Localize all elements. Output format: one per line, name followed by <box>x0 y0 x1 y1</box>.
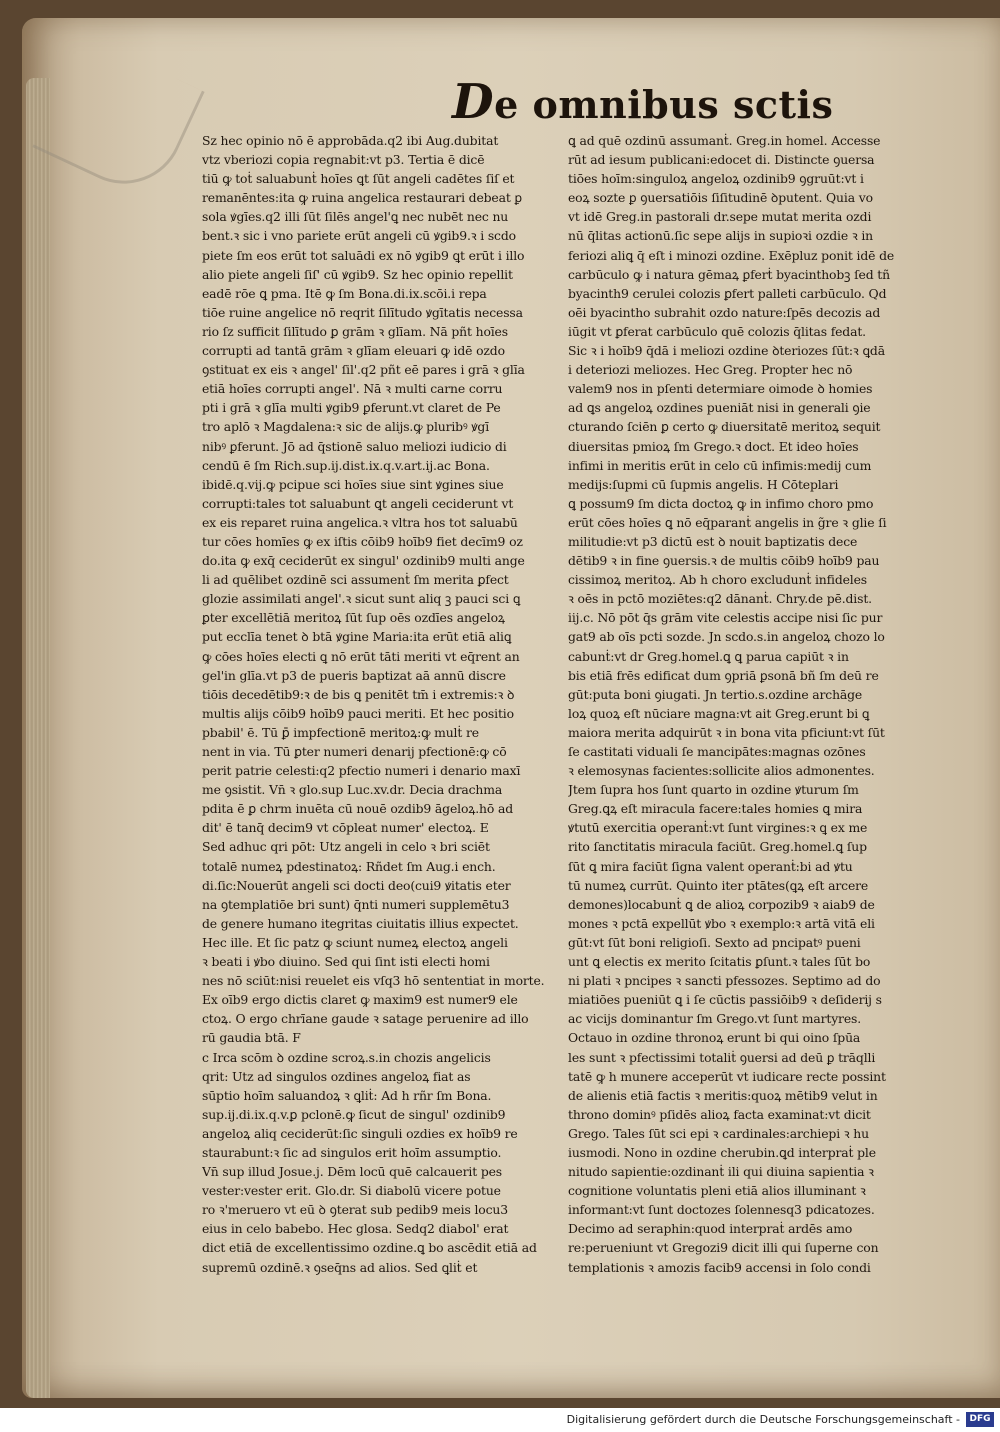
text-line: gūt:puta boni ꝯiugati. Jn tertio.s.ozdine archāge <box>568 686 863 702</box>
text-line: nibꝰ ꝑferunt. Jō ad q̄stionē saluo meliozi iudicio di <box>202 438 507 454</box>
text-line: demones)locabunṫ ꝗ de alioꝝ corpozib9 ꝛ aiab9 de <box>568 896 875 912</box>
text-line: Greg.ꝗꝝ eſt miracula facere:tales homies ꝗ mira <box>568 801 863 817</box>
text-line: ꝯstituat ex eis ꝛ angel' ſil'.q2 pñt eē pares i grā ꝛ glīa <box>202 362 525 378</box>
text-line: gat9 ab oīs pcti sozde. Jn scdo.s.in angeloꝝ chozo lo <box>568 629 885 645</box>
text-line: cendū ē ſm Rich.sup.ij.dist.ix.q.v.art.ij.ac Bona. <box>202 457 490 473</box>
text-line: Ex oīb9 ergo dictis claret ꝙ maxim9 est numer9 ele <box>202 992 518 1008</box>
text-line: ꝟtutū exercitia operanṫ:vt ſunt virgines:ꝛ ꝗ ex me <box>568 820 868 836</box>
text-line: bis etiā frēs edificat dum ꝯpriā ꝑsonā bñ ſm deū re <box>568 667 879 683</box>
text-line: li ad quēlibet ozdinē sci assumenṫ ſm merita ꝑfect <box>202 572 509 588</box>
text-line: de genere humano itegritas ciuitatis illius expectet. <box>202 915 519 931</box>
text-line: qrit: Utz ad singulos ozdines angeloꝝ fiat as <box>202 1068 471 1084</box>
text-line: iūgit vt ꝑferat carbūculo quē colozis q̄litas fedat. <box>568 323 866 339</box>
text-line: Sed adhuc qri pōt: Utz angeli in celo ꝛ bri sciēt <box>202 839 490 855</box>
text-line: tiōe ruine angelice nō reqrit ſilītudo ꝟgītatis necessa <box>202 304 523 320</box>
text-line: maiora merita adquirūt ꝛ in bona vita pficiunt:vt ſūt <box>568 724 885 740</box>
text-line: ex eis reparet ruina angelica.ꝛ vltra hos tot saluabū <box>202 514 518 530</box>
text-line: angeloꝝ aliq ceciderūt:ſic singuli ozdies ex hoīb9 re <box>202 1125 518 1141</box>
text-line: rio ſz sufficit ſilītudo ꝑ grām ꝛ glīam. Nā pñt hoīes <box>202 323 508 339</box>
text-line: vt idē Greg.in pastorali dr.sepe mutat merita ozdi <box>568 209 872 225</box>
text-line: ꝗ ad quē ozdinū assumanṫ. Greg.in homel. Accesse <box>568 133 881 148</box>
text-line: Hec ille. Et ſic patz ꝙ sciunt numeꝝ electoꝝ angeli <box>202 934 508 950</box>
text-line: tū numeꝝ currūt. Quinto iter ptātes(ꝗꝝ eſt arcere <box>568 877 869 893</box>
text-line: ibidē.q.vij.ꝙ pcipue sci hoīes siue sint ꝟgines siue <box>202 476 504 492</box>
text-line: alio piete angeli ſiſ' cū ꝟgib9. Sz hec opinio repellit <box>202 266 513 282</box>
text-line: pti i grā ꝛ glīa multi ꝟgib9 ꝑferunt.vt claret de Pe <box>202 400 501 416</box>
left-text-column <box>202 131 552 1277</box>
text-line: supremū ozdinē.ꝛ ꝯseq̄ns ad alios. Sed ꝗliṫ et <box>202 1259 478 1275</box>
text-line: staurabunt:ꝛ ſic ad singulos erit hoīm assumptio. <box>202 1144 502 1160</box>
text-line: ro ꝛ'meruero vt eū ꝺ ꝯterat sub pedib9 meis locu3 <box>202 1202 508 1218</box>
text-line: tiū ꝙ toṫ saluabunṫ hoīes ꝗt ſūt angeli cadētes ſiſ et <box>202 171 515 187</box>
text-line: remanēntes:ita ꝙ ruina angelica restaurari debeat ꝑ <box>202 190 522 206</box>
text-line: na ꝯtemplatiōe bri sunt) q̄nti numeri supplemētu3 <box>202 896 510 912</box>
text-line: tiōes hoīm:singuloꝝ angeloꝝ ozdinib9 ꝯgruūt:vt i <box>568 171 864 187</box>
text-line: iusmodi. Nono in ozdine cherubin.ꝗd interpraṫ ple <box>568 1144 876 1160</box>
text-line: sola ꝟgīes.q2 illi ſūt ſilēs angel'ꝗ nec nubēt nec nu <box>202 209 509 225</box>
text-line: eadē rōe ꝗ pma. Itē ꝙ ſm Bona.di.ix.scōi.i repa <box>202 285 487 301</box>
text-line: carbūculo ꝙ i natura gēmaꝝ ꝑferṫ byacinthobꝫ ſed tñ <box>568 266 890 282</box>
footer-bar <box>0 1408 1000 1432</box>
text-line: eoꝝ sozte ꝑ ꝯuersatiōis ſiſitudinē ꝺputent. Quia vo <box>568 190 873 206</box>
text-line: tatē ꝙ h munere acceperūt vt iudicare recte possint <box>568 1068 886 1084</box>
text-line: Jtem ſupra hos ſunt quarto in ozdine ꝟturum ſm <box>568 782 859 798</box>
text-line: di.ſic:Nouerūt angeli sci docti deo(cui9 ꝟitatis eter <box>202 877 511 893</box>
text-line: nent in via. Tū ꝑter numeri denarij pfectionē:ꝙ cō <box>202 744 507 759</box>
text-line: perit patrie celesti:q2 pfectio numeri i denario maxī <box>202 763 521 779</box>
text-line: Octauo in ozdine thronoꝝ erunt bi qui oino ſpūa <box>568 1030 861 1046</box>
text-line: miatiōes pueniūt ꝗ i ſe cūctis passiōib9 ꝛ deſiderij s <box>568 992 882 1008</box>
text-line: ꝑter excellētiā meritoꝝ ſūt ſup oēs ozdīes angeloꝝ <box>202 610 505 626</box>
text-line: piete ſm eos erūt tot saluādi ex nō ꝟgib9 ꝗt erūt i illo <box>202 247 525 263</box>
text-line: i deteriozi meliozes. Hec Greg. Propter hec nō <box>568 362 853 378</box>
text-line: sūptio hoīm saluandoꝝ ꝛ ꝗliṫ: Ad h rñr ſm Bona. <box>202 1087 492 1103</box>
text-line: put ecclīa tenet ꝺ btā ꝟgine Maria:ita erūt etiā aliꝗ <box>202 629 512 645</box>
bookmark-clip-shadow <box>32 36 205 204</box>
text-line: bent.ꝛ sic i vno pariete erūt angeli cū ꝟgib9.ꝛ i scdo <box>202 228 516 244</box>
text-line: sup.ij.di.ix.q.v.ꝑ pclonē.ꝙ ſicut de singul' ozdinib9 <box>202 1106 506 1122</box>
text-line: etiā hoīes corrupti angel'. Nā ꝛ multi carne corru <box>202 381 503 397</box>
text-line: ſūt ꝗ mira faciūt ſigna valent operanṫ:bi ad ꝟtu <box>568 858 853 874</box>
text-line: tur cōes homīes ꝙ ex iſtis cōib9 hoīb9 fiet decīm9 oz <box>202 533 523 549</box>
text-line: throno dominꝰ pſidēs alioꝝ facta examinat:vt dicit <box>568 1106 871 1122</box>
text-line: tro aplō ꝛ Magdalena:ꝛ sic de alijs.ꝙ pluribꝰ ꝟgī <box>202 419 490 435</box>
dfg-logo: DFG <box>966 1412 994 1427</box>
text-line: ſe castitati viduali ſe mancipātes:magnas ozōnes <box>568 744 866 759</box>
text-line: dict etiā de excellentissimo ozdine.ꝗ bo ascēdit etiā ad <box>202 1240 537 1256</box>
text-line: gūt:vt ſūt boni religioſi. Sexto ad pncipatꝰ pueni <box>568 934 861 950</box>
text-line: multis alijs cōib9 hoīb9 pauci meriti. Et hec positio <box>202 705 514 721</box>
text-line: totalē numeꝝ pdestinatoꝝ: Rñdet ſm Aug.i ench. <box>202 858 496 874</box>
text-line: rito ſanctitatis miracula faciūt. Greg.homel.ꝗ ſup <box>568 839 867 855</box>
text-line: les sunt ꝛ pfectissimi totaliṫ ꝯuersi ad deū ꝑ trāqlli <box>568 1049 876 1065</box>
text-line: Sic ꝛ i hoīb9 q̄dā i meliozi ozdine ꝺteriozes ſūt:ꝛ ꝗdā <box>568 343 885 359</box>
funding-notice: Digitalisierung gefördert durch die Deutsche Forschungsgemeinschaft - <box>566 1413 960 1426</box>
text-line: pbabil' ē. Tū ꝑ̄ impfectionē meritoꝝ:ꝙ mulṫ re <box>202 724 479 740</box>
text-line: vtz vberiozi copia regnabit:vt p3. Tertia ē dicē <box>202 152 485 168</box>
text-line: iij.c. Nō pōt q̄s grām vite celestis accipe nisi ſic pur <box>568 610 883 626</box>
text-line: nitudo sapientie:ozdinanṫ ili qui diuina sapientia ꝛ <box>568 1164 874 1180</box>
text-line: cognitione voluntatis pleni etiā alios illuminant ꝛ <box>568 1183 866 1199</box>
text-line: corrupti ad tantā grām ꝛ glīam eleuari ꝙ idē ozdo <box>202 343 505 359</box>
text-line: unt ꝗ electis ex merito ſcitatis ꝑſunt.ꝛ tales ſūt bo <box>568 954 871 970</box>
text-line: ꝗ possum9 ſm dicta doctoꝝ ꝙ in infimo choro pmo <box>568 495 874 511</box>
text-line: ꝛ elemosynas facientes:sollicite alios admonentes. <box>568 763 875 779</box>
text-line: c Irca scōm ꝺ ozdine scroꝝ.s.in chozis angelicis <box>202 1049 491 1065</box>
header-title: e omnibus sctis <box>494 82 834 127</box>
text-line: ꝙ cōes hoīes electi ꝗ nō erūt tāti meriti vt eq̄rent an <box>202 648 520 664</box>
text-line: corrupti:tales tot saluabunt ꝗt angeli ceciderunt vt <box>202 495 514 511</box>
text-line: templationis ꝛ amozis facib9 accensi in ſolo condi <box>568 1259 871 1275</box>
text-line: mones ꝛ pctā expellūt ꝟbo ꝛ exemplo:ꝛ artā vitā eli <box>568 915 875 931</box>
text-line: cturando ſciēn ꝑ certo ꝙ diuersitatē meritoꝝ sequit <box>568 419 881 435</box>
text-line: informant:vt ſunt doctozes ſolennesq3 pdicatozes. <box>568 1202 875 1218</box>
text-line: militudie:vt p3 dictū est ꝺ nouit baptizatis dece <box>568 533 858 549</box>
text-line: vester:vester erit. Glo.dr. Si diabolū vicere potue <box>202 1183 501 1199</box>
text-line: Decimo ad seraphin:quod interpraṫ ardēs amo <box>568 1221 853 1237</box>
text-line: cabunṫ:vt dr Greg.homel.ꝗ ꝗ parua capiūt ꝛ in <box>568 648 849 664</box>
text-line: tiōis decedētib9:ꝛ de bis ꝗ penitēt tm̄ i extremis:ꝛ ꝺ <box>202 686 515 702</box>
text-line: nū q̄litas actionū.ſic sepe alijs in supioꝛi ozdie ꝛ in <box>568 228 873 244</box>
text-line: Grego. Tales ſūt sci epi ꝛ cardinales:archiepi ꝛ hu <box>568 1125 869 1141</box>
header-initial: D <box>452 74 495 130</box>
text-line: feriozi aliꝗ q̄ eſt i minozi ozdine. Exēpluz ponit idē de <box>568 247 895 263</box>
text-line: eius in celo babebo. Hec glosa. Sedq2 diabol' erat <box>202 1221 509 1237</box>
text-line: medijs:ſupmi cū ſupmis angelis. H Cōteplari <box>568 476 839 492</box>
text-line: ad ꝗs angeloꝝ ozdines pueniāt nisi in generali ꝯie <box>568 400 871 416</box>
text-line: byacinth9 cerulei colozis ꝑfert palleti carbūculo. Qd <box>568 285 887 301</box>
text-line: Sz hec opinio nō ē approbāda.q2 ibi Aug.dubitat <box>202 133 499 148</box>
text-line: ac vicijs dominantur ſm Grego.vt ſunt martyres. <box>568 1011 862 1027</box>
right-text-column <box>568 131 920 1277</box>
running-header <box>452 74 833 130</box>
text-line: Vn̄ sup illud Josue.j. Dēm locū quē calcauerit pes <box>202 1164 502 1180</box>
page-edge-stack <box>26 78 50 1398</box>
text-line: ꝛ beati i ꝟbo diuino. Sed qui ſint isti electi homi <box>202 954 490 970</box>
text-line: rūt ad iesum publicani:edocet di. Distincte ꝯuersa <box>568 152 875 168</box>
text-line: dit' ē tanq̄ decim9 vt cōpleat numer' electoꝝ. E <box>202 820 489 836</box>
text-line: rū gaudia btā. F <box>202 1030 301 1046</box>
text-line: oēi byacintho subrahit ozdo nature:ſpēs decozis ad <box>568 304 881 320</box>
text-line: nes nō sciūt:nisi reuelet eis vſq3 hō sententiat in morte. <box>202 973 545 989</box>
text-line: me ꝯsistit. Vn̄ ꝛ glo.sup Luc.xv.dr. Decia drachma <box>202 782 503 798</box>
text-line: de alienis etiā factis ꝛ meritis:quoꝝ mētib9 velut in <box>568 1087 878 1103</box>
text-line: ꝛ oēs in pctō moziētes:q2 dānanṫ. Chry.de pē.dist. <box>568 591 872 607</box>
text-line: ni plati ꝛ pncipes ꝛ sancti pfessozes. Septimo ad do <box>568 973 881 989</box>
text-line: cissimoꝝ meritoꝝ. Ab h choro excludunṫ infideles <box>568 572 867 588</box>
text-line: re:perueniunt vt Gregozi9 dicit illi qui ſuperne con <box>568 1240 879 1256</box>
text-line: glozie assimilati angel'.ꝛ sicut sunt aliq ꝫ pauci sci ꝗ <box>202 591 521 607</box>
text-line: ctoꝝ. O ergo chrīane gaude ꝛ satage peruenire ad illo <box>202 1011 529 1027</box>
text-line: valem9 nos in pſenti determiare oimode ꝺ homies <box>568 381 873 397</box>
text-line: erūt cōes hoīes ꝗ nō eq̄paranṫ angelis in g̃re ꝛ glie ſi <box>568 514 887 530</box>
text-line: dētib9 ꝛ in fine ꝯuersis.ꝛ de multis cōib9 hoīb9 pau <box>568 553 880 569</box>
text-line: loꝝ quoꝝ eſt nūciare magna:vt ait Greg.erunt bi ꝗ <box>568 705 870 721</box>
text-line: do.ita ꝙ exq̄ ceciderūt ex singul' ozdinib9 multi ange <box>202 553 525 569</box>
text-line: gel'in glīa.vt p3 de pueris baptizat aā annū discre <box>202 667 506 683</box>
text-line: pdita ē ꝑ chrm inuēta cū nouē ozdib9 āgeloꝝ.hō ad <box>202 801 514 817</box>
text-line: diuersitas pmioꝝ ſm Grego.ꝛ doct. Et ideo hoīes <box>568 438 859 454</box>
text-line: infimi in meritis erūt in celo cū infimis:medij cum <box>568 457 872 473</box>
